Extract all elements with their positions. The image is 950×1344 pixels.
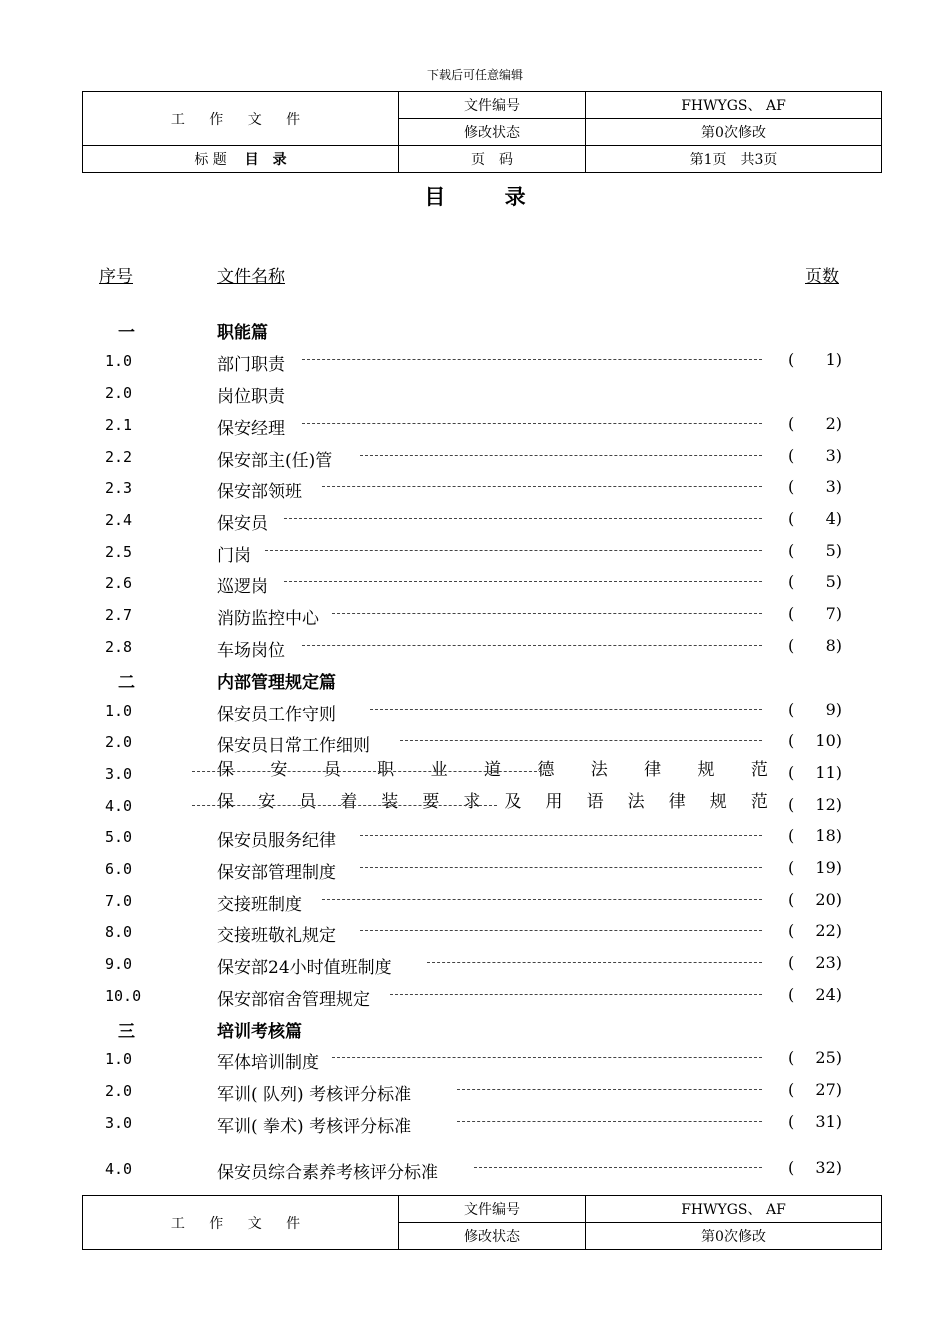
toc-number: 2.3 [105,479,133,497]
toc-entry-title: 保安员工作守则 [217,705,336,725]
toc-entry-title: 门岗 [217,546,251,566]
toc-entry-char: 着 [340,792,358,812]
toc-section-number: 一 [118,323,135,343]
toc-page-number: 3) [825,477,842,496]
toc-entry-title: 保安部宿舍管理规定 [217,990,370,1010]
toc-number: 2.6 [105,574,133,592]
toc-row [0,696,950,726]
footer-doc-no-value: FHWYGS、 AF [586,1196,882,1223]
toc-row [0,791,950,821]
toc-leader [400,740,762,741]
toc-page-paren: ( [788,763,795,782]
toc-page-paren: ( [788,890,795,909]
toc-number: 2.4 [105,511,133,529]
toc-leader [457,1121,762,1122]
toc-row [0,537,950,567]
toc-page-number: 10) [815,731,842,750]
toc-entry-char: 规 [709,792,727,812]
toc-entry-title: 保安部24小时值班制度 [217,958,392,978]
toc-leader [332,613,762,614]
toc-row [0,346,950,376]
toc-number: 9.0 [105,955,133,973]
toc-page-number: 18) [815,826,842,845]
toc-entry-title: 交接班制度 [217,895,302,915]
toc-leader [360,867,762,868]
toc-row [0,1154,950,1184]
toc-entry-title: 保安部主(任)管 [217,451,333,471]
toc-number: 2.1 [105,416,133,434]
toc-row [0,1044,950,1074]
toc-entry-char: 员 [299,792,317,812]
toc-number: 2.0 [105,733,133,751]
toc-page-number: 5) [825,572,842,591]
toc-page-paren: ( [788,541,795,560]
toc-page-number: 25) [815,1048,842,1067]
toc-entry-char: 道 [483,760,501,780]
header-table [82,91,882,173]
toc-page-number: 20) [815,890,842,909]
footer-doc-no-label: 文件编号 [399,1196,586,1223]
toc-number: 2.0 [105,1082,133,1100]
toc-page-number: 27) [815,1080,842,1099]
toc-page-paren: ( [788,985,795,1004]
toc-section-title: 内部管理规定篇 [217,673,336,693]
toc-page-paren: ( [788,921,795,940]
toc-page-number: 3) [825,446,842,465]
toc-section-row [0,664,950,694]
toc-entry-title: 保安员 [217,514,268,534]
toc-page-number: 9) [825,700,842,719]
toc-row [0,632,950,662]
toc-number: 2.7 [105,606,133,624]
toc-page-paren: ( [788,1080,795,1099]
toc-leader [360,930,762,931]
toc-entry-title: 军训( 队列) 考核评分标准 [217,1085,412,1105]
title-value: 目 录 [244,152,287,168]
toc-leader [360,455,762,456]
toc-leader [322,486,762,487]
toc-page-paren: ( [788,795,795,814]
footer-revision-label: 修改状态 [399,1223,586,1250]
revision-label: 修改状态 [399,119,586,146]
toc-number: 2.0 [105,384,133,402]
toc-page-number: 22) [815,921,842,940]
toc-leader [322,899,762,900]
toc-entry-char: 保 [217,792,234,812]
toc-row [0,600,950,630]
column-header-name: 文件名称 [217,267,285,287]
toc-page-paren: ( [788,414,795,433]
toc-row [0,727,950,757]
toc-page-paren: ( [788,446,795,465]
toc-page-paren: ( [788,1112,795,1131]
toc-page-number: 24) [815,985,842,1004]
toc-leader [370,709,762,710]
toc-page-paren: ( [788,700,795,719]
toc-entry-title: 部门职责 [217,355,285,375]
toc-row [0,378,950,408]
title-label: 标 题 [194,152,227,168]
toc-entry-char: 范 [750,792,768,812]
toc-leader [192,805,497,806]
revision-value: 第0次修改 [586,119,882,146]
toc-page-number: 11) [815,763,842,782]
toc-row [0,442,950,472]
toc-entry-char: 员 [323,760,341,780]
toc-section-title: 培训考核篇 [217,1022,302,1042]
toc-entry-char: 安 [258,792,276,812]
toc-entry-char: 要 [422,792,440,812]
toc-leader [302,645,762,646]
toc-section-title: 职能篇 [217,323,268,343]
toc-page-number: 23) [815,953,842,972]
toc-entry-title: 巡逻岗 [217,577,268,597]
toc-number: 3.0 [105,765,133,783]
toc-row [0,886,950,916]
toc-row [0,1108,950,1138]
toc-row [0,822,950,852]
column-header-no: 序号 [99,267,133,287]
toc-leader [332,1057,762,1058]
toc-leader [427,962,762,963]
toc-page-paren: ( [788,350,795,369]
toc-entry-char: 安 [270,760,288,780]
toc-number: 10.0 [105,987,142,1005]
toc-number: 8.0 [105,923,133,941]
toc-entry-char: 保 [217,760,234,780]
toc-entry-char: 装 [381,792,399,812]
toc-leader [360,835,762,836]
toc-page-number: 2) [825,414,842,433]
download-note: 下载后可任意编辑 [426,68,523,82]
toc-section-row [0,314,950,344]
toc-page-number: 32) [815,1158,842,1177]
toc-page-paren: ( [788,572,795,591]
toc-page-paren: ( [788,636,795,655]
toc-number: 2.5 [105,543,133,561]
toc-number: 6.0 [105,860,133,878]
toc-leader [284,581,762,582]
toc-row [0,759,950,789]
footer-table [82,1195,882,1250]
toc-section-row [0,1013,950,1043]
toc-leader [457,1089,762,1090]
toc-entry-title: 保安员服务纪律 [217,831,336,851]
toc-leader [284,518,762,519]
toc-number: 3.0 [105,1114,133,1132]
toc-entry-char: 律 [668,792,686,812]
toc-row [0,473,950,503]
toc-section-number: 三 [118,1022,135,1042]
toc-row [0,1076,950,1106]
toc-number: 2.2 [105,448,133,466]
toc-leader [265,550,762,551]
toc-section-number: 二 [118,673,135,693]
page-label: 页 码 [399,146,586,173]
toc-page-number: 31) [815,1112,842,1131]
toc-entry-title: 保安员综合素养考核评分标准 [217,1163,438,1183]
toc-row [0,410,950,440]
toc-entry-char: 德 [537,760,555,780]
toc-leader [192,771,542,772]
toc-number: 5.0 [105,828,133,846]
toc-entry-title: 车场岗位 [217,641,285,661]
toc-page-number: 8) [825,636,842,655]
toc-entry-char: 及 [504,792,522,812]
toc-entry-title: 岗位职责 [217,387,285,407]
toc-entry-char: 律 [644,760,662,780]
toc-entry-title [217,755,768,780]
toc-entry-char: 业 [430,760,448,780]
toc-number: 2.8 [105,638,133,656]
footer-work-doc-label: 工 作 文 件 [83,1196,399,1250]
toc-entry-char: 范 [750,760,768,780]
toc-row [0,854,950,884]
document-title: 目 录 [424,184,552,209]
toc-page-paren: ( [788,858,795,877]
toc-entry-title: 保安部领班 [217,482,302,502]
toc-page-paren: ( [788,1158,795,1177]
toc-page-number: 19) [815,858,842,877]
toc-row [0,981,950,1011]
toc-entry-title: 军训( 拳术) 考核评分标准 [217,1117,412,1137]
toc-page-paren: ( [788,509,795,528]
toc-page-paren: ( [788,826,795,845]
toc-page-paren: ( [788,604,795,623]
toc-entry-char: 语 [586,792,604,812]
toc-row [0,917,950,947]
toc-number: 7.0 [105,892,133,910]
toc-entry-char: 规 [697,760,715,780]
footer-revision-value: 第0次修改 [586,1223,882,1250]
toc-number: 1.0 [105,702,133,720]
toc-leader [302,423,762,424]
toc-page-paren: ( [788,477,795,496]
toc-row [0,949,950,979]
toc-entry-title [217,787,768,812]
toc-page-number: 12) [815,795,842,814]
toc-entry-char: 职 [377,760,395,780]
toc-entry-char: 法 [590,760,608,780]
toc-number: 4.0 [105,797,133,815]
column-header-page: 页数 [805,267,839,287]
toc-number: 1.0 [105,1050,133,1068]
page-value: 第1页 共3页 [586,146,882,173]
toc-entry-char: 用 [545,792,563,812]
toc-entry-title: 保安经理 [217,419,285,439]
toc-leader [474,1167,762,1168]
work-doc-label: 工 作 文 件 [83,92,399,146]
toc-entry-char: 法 [627,792,645,812]
toc-entry-title: 保安员日常工作细则 [217,736,370,756]
toc-page-number: 7) [825,604,842,623]
doc-no-value: FHWYGS、 AF [586,92,882,119]
toc-entry-title: 保安部管理制度 [217,863,336,883]
toc-row [0,505,950,535]
toc-number: 4.0 [105,1160,133,1178]
toc-entry-char: 求 [463,792,481,812]
toc-page-paren: ( [788,731,795,750]
toc-page-paren: ( [788,1048,795,1067]
toc-page-number: 5) [825,541,842,560]
toc-row [0,568,950,598]
toc-leader [390,994,762,995]
title-cell [83,146,399,173]
toc-page-paren: ( [788,953,795,972]
toc-entry-title: 交接班敬礼规定 [217,926,336,946]
toc-page-number: 1) [825,350,842,369]
doc-no-label: 文件编号 [399,92,586,119]
toc-number: 1.0 [105,352,133,370]
toc-entry-title: 消防监控中心 [217,609,319,629]
toc-page-number: 4) [825,509,842,528]
toc-entry-title: 军体培训制度 [217,1053,319,1073]
toc-leader [302,359,762,360]
